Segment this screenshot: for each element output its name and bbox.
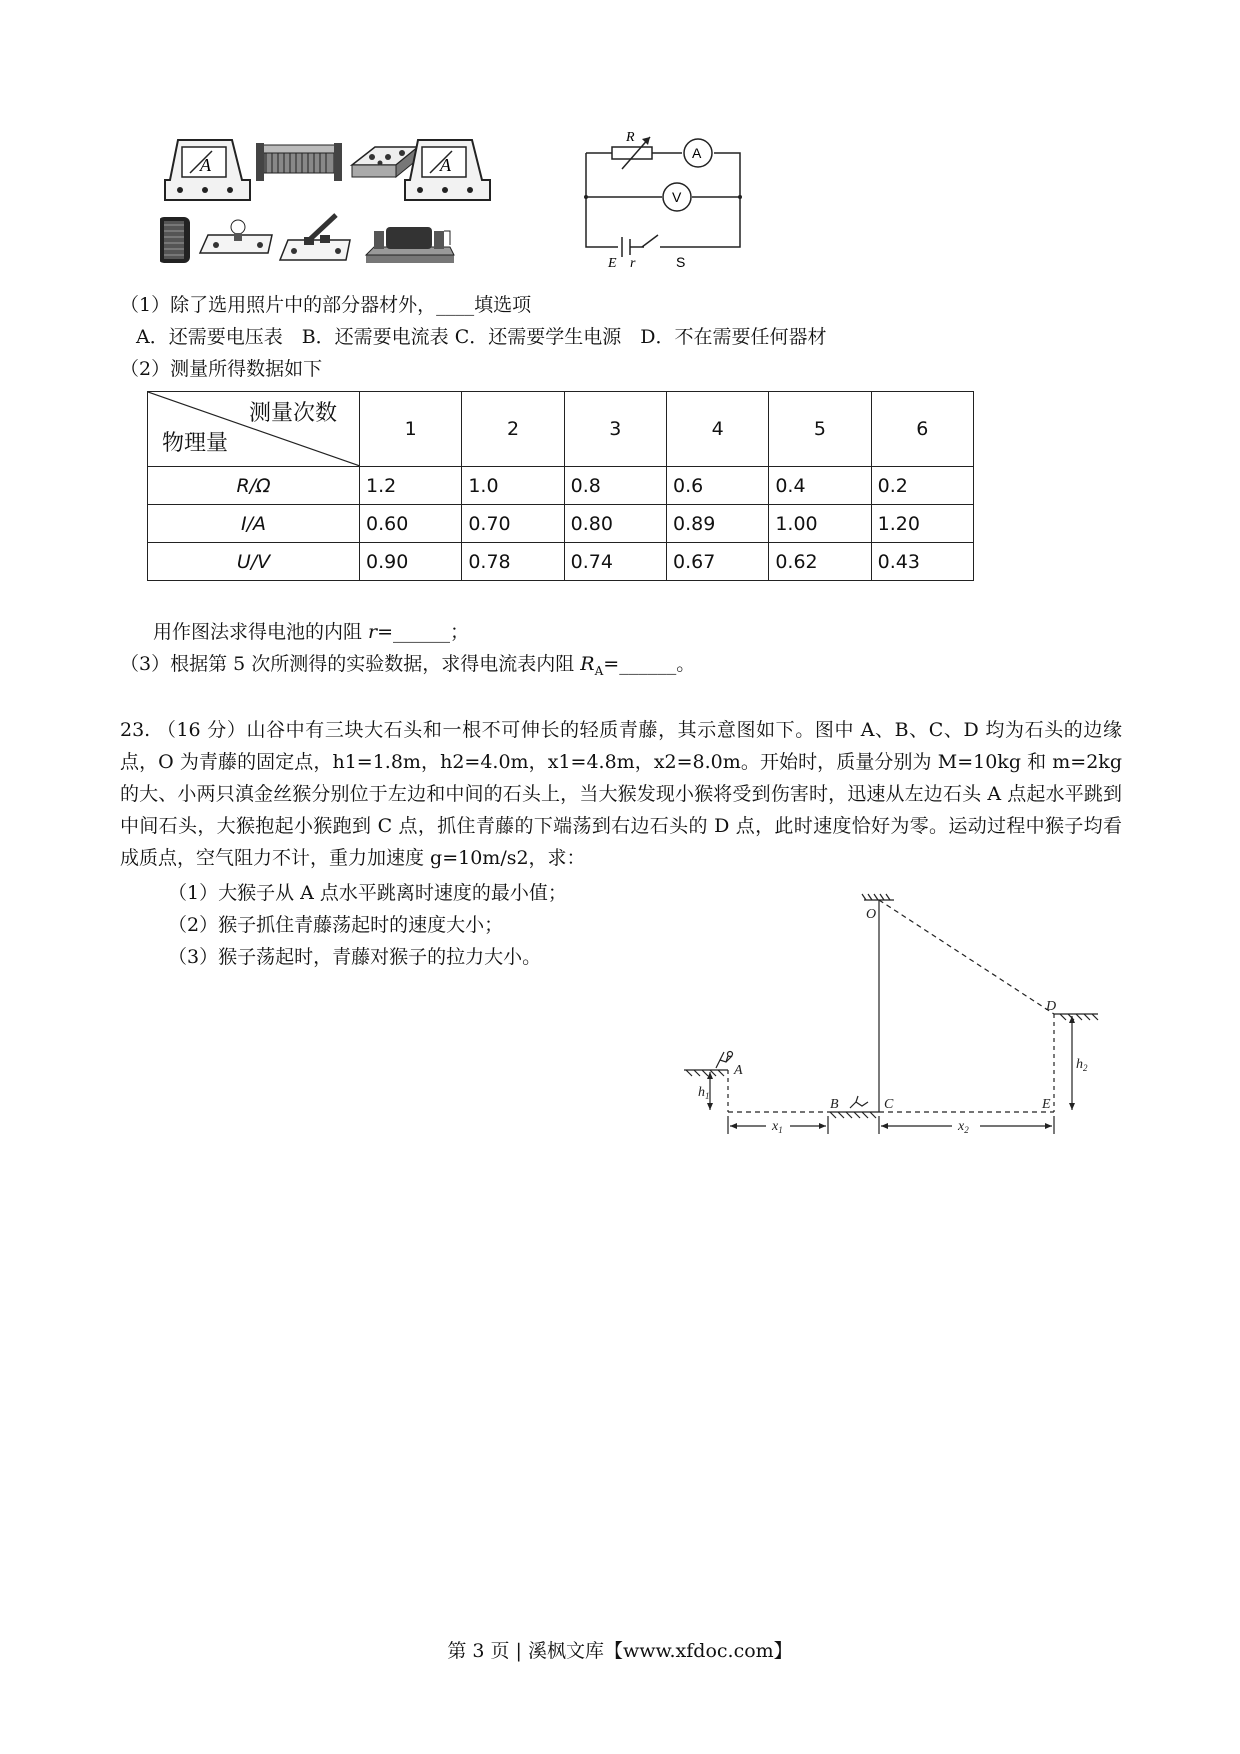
table-row-label: I/A (148, 505, 360, 543)
table-col-header: 4 (666, 392, 768, 467)
table-col-header: 5 (769, 392, 871, 467)
q23-text: 23. （16 分）山谷中有三块大石头和一根不可伸长的轻质青藤，其示意图如下。图中 A、B、C、D 均为石头的边缘点，O 为青藤的固定点，h1=1.8m，h2=4.0m，x1=4.8m，x2=8.0m。开始时，质量分别为 M=10kg 和 m=2kg 的大、小两只滇金丝猴分别位于左边和中间的石头上，当大猴发现小猴将受到伤害时，迅速从左边石头 A 点起水平跳到中间石头，大猴抱起小猴跑到 C 点，抓住青藤的下端荡到右边石头的 D 点，此时速度恰好为零。运动过程中猴子均看成质点，空气阻力不计，重力加速度 g=10m/s2，求： (120, 719, 1122, 869)
table-cell: 0.2 (871, 467, 973, 505)
valley-diagram (680, 890, 1120, 1140)
bulb-holder (200, 220, 272, 253)
data-table (147, 391, 974, 581)
table-col-header: 6 (871, 392, 973, 467)
q3-var: R (580, 653, 595, 675)
resistance-box (352, 147, 418, 177)
circuit-internal-resistance-label: r (630, 256, 636, 271)
table-cell: 0.90 (360, 543, 462, 581)
table-cell: 0.70 (462, 505, 564, 543)
q2-after-pre: 用作图法求得电池的内阻 (153, 621, 369, 643)
table-corner-cell (148, 392, 360, 467)
table-cell: 0.6 (666, 467, 768, 505)
circuit-switch-label: S (676, 254, 686, 270)
table-cell: 1.0 (462, 467, 564, 505)
coil (160, 217, 190, 263)
circuit-voltmeter-label: V (672, 189, 682, 205)
table-cell: 0.8 (564, 467, 666, 505)
q2-after-post: =______； (377, 621, 470, 643)
big-monkey-icon (716, 1052, 733, 1069)
table-cell: 0.60 (360, 505, 462, 543)
table-cell: 1.00 (769, 505, 871, 543)
small-monkey-icon (850, 1096, 868, 1108)
voltmeter-label-2: A (440, 155, 451, 175)
rheostat (256, 143, 342, 181)
point-c-label: C (884, 1097, 894, 1112)
h1-label: $h_1$ (698, 1085, 710, 1101)
table-row (148, 467, 974, 505)
circuit-diagram (570, 125, 750, 275)
table-cell: 0.74 (564, 543, 666, 581)
q2-after-text (153, 620, 469, 644)
apparatus-photo (160, 135, 510, 275)
table-header-left: 物理量 (162, 431, 229, 456)
q1-options: A．还需要电压表 B．还需要电流表 C．还需要学生电源 D．不在需要任何器材 (136, 326, 827, 348)
page-footer: 第 3 页 | 溪枫文库【www.xfdoc.com】 (447, 1640, 793, 1662)
table-col-header: 3 (564, 392, 666, 467)
table-cell: 0.89 (666, 505, 768, 543)
q3-pre: （3）根据第 5 次所测得的实验数据，求得电流表内阻 (120, 653, 581, 675)
table-cell: 0.62 (769, 543, 871, 581)
point-e-label: E (1042, 1097, 1051, 1112)
q23-sub2: （2）猴子抓住青藤荡起时的速度大小； (168, 914, 504, 936)
q1-prompt: （1）除了选用照片中的部分器材外，____填选项 (120, 294, 532, 316)
table-cell: 1.20 (871, 505, 973, 543)
point-a-label: A (734, 1063, 743, 1078)
circuit-ammeter-label: A (692, 145, 702, 161)
table-header-row (148, 392, 974, 467)
x1-label: $x_1$ (772, 1119, 783, 1135)
table-cell: 0.4 (769, 467, 871, 505)
ammeter-1 (165, 140, 250, 200)
x2-label: $x_2$ (958, 1119, 969, 1135)
table-col-header: 1 (360, 392, 462, 467)
table-row-label: R/Ω (148, 467, 360, 505)
table-cell: 0.43 (871, 543, 973, 581)
q2-after-var: r (368, 621, 378, 643)
circuit-label-r: R (626, 130, 635, 145)
table-cell: 0.78 (462, 543, 564, 581)
circuit-emf-label: E (608, 256, 617, 271)
table-row-label: U/V (148, 543, 360, 581)
table-col-header: 2 (462, 392, 564, 467)
knife-switch (280, 215, 350, 260)
point-d-label: D (1046, 999, 1057, 1014)
ammeter-label-1: A (200, 155, 211, 175)
point-o-label: O (866, 907, 877, 922)
q3-text (120, 652, 695, 683)
table-row (148, 505, 974, 543)
q3-sub: A (594, 663, 604, 678)
table-cell: 0.80 (564, 505, 666, 543)
q23-sub3: （3）猴子荡起时，青藤对猴子的拉力大小。 (168, 946, 542, 968)
h2-label: $h_2$ (1076, 1057, 1088, 1073)
point-b-label: B (830, 1097, 839, 1112)
q3-post: =______。 (603, 653, 696, 675)
table-row (148, 543, 974, 581)
table-header-top: 测量次数 (248, 401, 337, 426)
voltmeter-2 (405, 140, 490, 200)
battery-holder (366, 227, 454, 263)
q2-prompt: （2）测量所得数据如下 (120, 358, 323, 380)
table-cell: 1.2 (360, 467, 462, 505)
q23-sub1: （1）大猴子从 A 点水平跳离时速度的最小值； (168, 882, 567, 904)
table-cell: 0.67 (666, 543, 768, 581)
